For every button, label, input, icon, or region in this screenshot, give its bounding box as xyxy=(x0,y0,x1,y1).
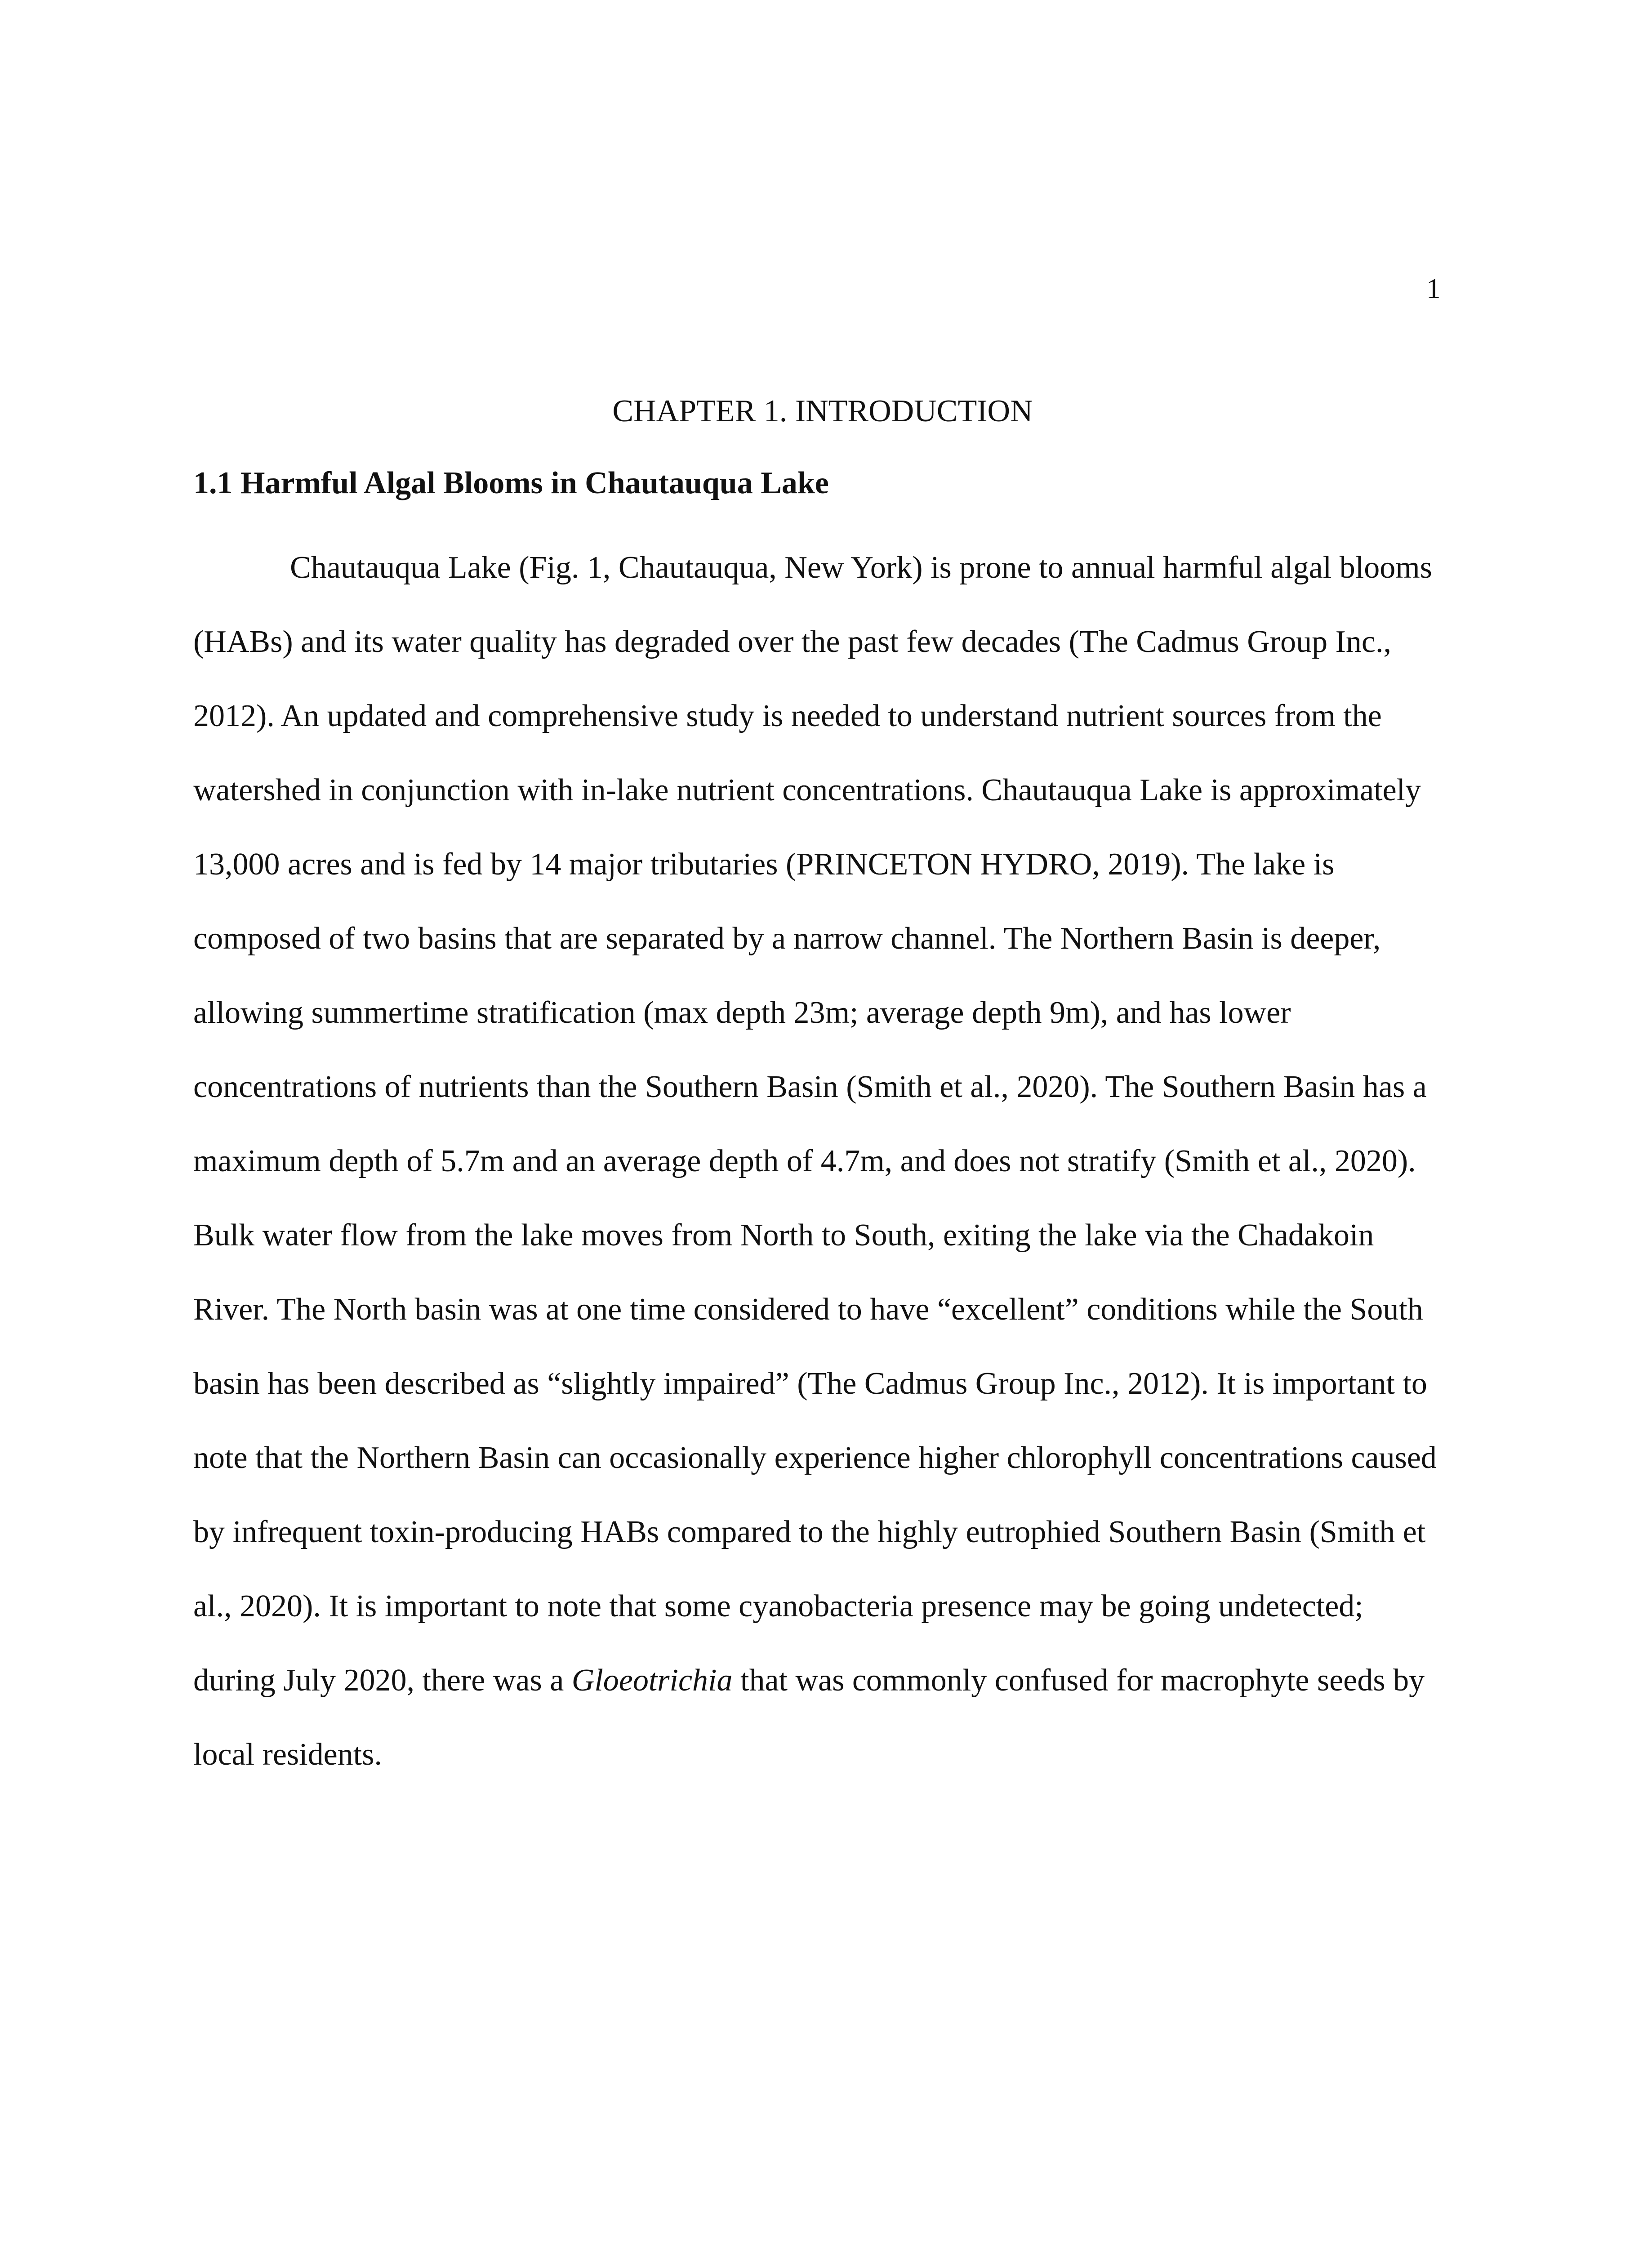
chapter-title: CHAPTER 1. INTRODUCTION xyxy=(612,394,1033,428)
paragraph-text-part2: that was commonly confused for macrophyte seeds by local residents. xyxy=(193,1663,1425,1772)
paragraph-text-part1: Chautauqua Lake (Fig. 1, Chautauqua, New York) is prone to annual harmful algal blooms (HABs) and its water quality has degraded over the past few decades (The Cadmus Group Inc., 2012). An updated and comprehensive study is needed to understand nutrient sources from the watershed in conjunction with in-lake nutrient concentrations. Chautauqua Lake is approximately 13,000 acres and is fed by 14 major tributaries (PRINCETON HYDRO, 2019). The lake is composed of two basins that are separated by a narrow channel. The Northern Basin is deeper, allowing summertime stratification (max depth 23m; average depth 9m), and has lower concentrations of nutrients than the Southern Basin (Smith et al., 2020). The Southern Basin has a maximum depth of 5.7m and an average depth of 4.7m, and does not stratify (Smith et al., 2020). Bulk water flow from the lake moves from North to South, exiting the lake via the Chadakoin River. The North basin was at one time considered to have “excellent” conditions while the South basin has been described as “slightly impaired” (The Cadmus Group Inc., 2012). It is important to note that the Northern Basin can occasionally experience higher chlorophyll concentrations caused by infrequent toxin-producing HABs compared to the highly eutrophied Southern Basin (Smith et al., 2020). It is important to note that some cyanobacteria presence may be going undetected; during July 2020, there was a xyxy=(193,550,1437,1698)
species-name-italic: Gloeotrichia xyxy=(571,1663,733,1698)
page-number: 1 xyxy=(1426,272,1441,304)
body-paragraph xyxy=(193,531,1452,1792)
document-content xyxy=(193,396,1452,1792)
section-heading: 1.1 Harmful Algal Blooms in Chautauqua Lake xyxy=(193,466,829,500)
